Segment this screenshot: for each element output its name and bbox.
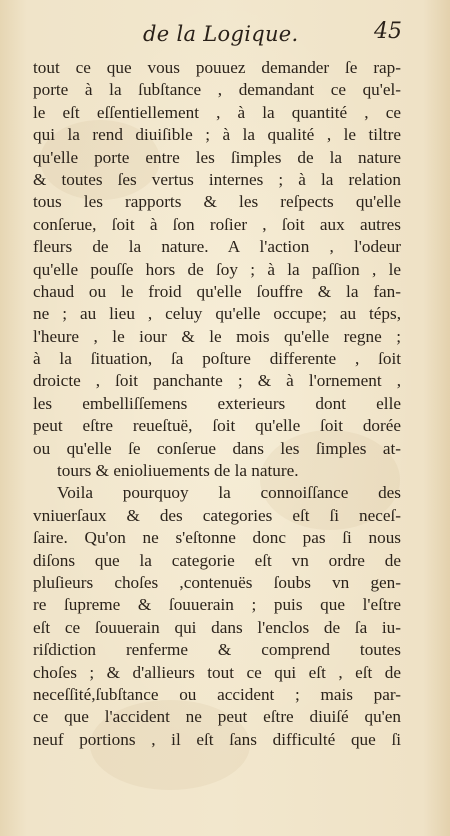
text-line: tours & enioliuements de la nature.	[57, 461, 299, 481]
text-line: re ſupreme & ſouuerain ; puis que l'eſtre	[33, 595, 401, 615]
text-line: pluſieurs choſes ,contenuës ſoubs vn gen-	[33, 572, 401, 592]
text-line: qu'elle porte entre les ſimples de la nature	[33, 147, 401, 167]
text-line: ou qu'elle ſe conſerue dans les ſimples at-	[33, 438, 401, 458]
text-line: neceſſité,ſubſtance ou accident ; mais par-	[33, 684, 401, 704]
text-line: peut eſtre reueſtuë, ſoit qu'elle ſoit dorée	[33, 416, 401, 436]
running-head: de la Logique.	[143, 22, 299, 46]
text-line: droicte , ſoit panchante ; & à l'ornement ,	[33, 371, 401, 391]
page-number: 45	[374, 19, 402, 44]
text-line: Voila pourquoy la connoiſſance des	[57, 483, 401, 503]
text-line: diſons que la categorie eſt vn ordre de	[33, 550, 401, 570]
text-line: fleurs de la nature. A l'action , l'odeur	[33, 237, 401, 257]
text-line: & toutes ſes vertus internes ; à la relation	[33, 169, 401, 189]
text-line: tout ce que vous pouuez demander ſe rap-	[33, 58, 401, 77]
text-line: qui la rend diuiſible ; à la qualité , le tiltre	[33, 125, 401, 145]
text-line: eſt ce ſouuerain qui dans l'enclos de ſa iu-	[33, 617, 401, 637]
text-line: les embelliſſemens exterieurs dont elle	[33, 393, 401, 413]
text-line: vniuerſaux & des categories eſt ſi neceſ-	[33, 505, 401, 525]
text-line: ſaire. Qu'on ne s'eſtonne donc pas ſi nous	[33, 528, 401, 548]
body-text	[33, 57, 401, 751]
text-line: ne ; au lieu , celuy qu'elle occupe; au téps,	[33, 304, 401, 324]
page-header	[0, 19, 450, 52]
text-line: porte à la ſubſtance , demandant ce qu'el-	[33, 80, 401, 100]
text-line: riſdiction renferme & comprend toutes	[33, 640, 401, 660]
text-line: ce que l'accident ne peut eſtre diuiſé qu'en	[33, 707, 401, 727]
text-line: choſes ; & d'allieurs tout ce qui eſt , eſt de	[33, 662, 401, 682]
text-line: neuf portions , il eſt ſans difficulté que ſi	[33, 729, 401, 749]
text-line: l'heure , le iour & le mois qu'elle regne ;	[33, 326, 401, 346]
text-line: chaud ou le froid qu'elle ſouffre & la fan-	[33, 281, 401, 301]
text-line: conſerue, ſoit à ſon roſier , ſoit aux autres	[33, 214, 401, 234]
text-line: qu'elle pouſſe hors de ſoy ; à la paſſion , le	[33, 259, 401, 279]
text-line: à la ſituation, ſa poſture differente , ſoit	[33, 349, 401, 369]
text-line: tous les rapports & les reſpects qu'elle	[33, 192, 401, 212]
text-line: le eſt eſſentiellement , à la quantité , ce	[33, 102, 401, 122]
